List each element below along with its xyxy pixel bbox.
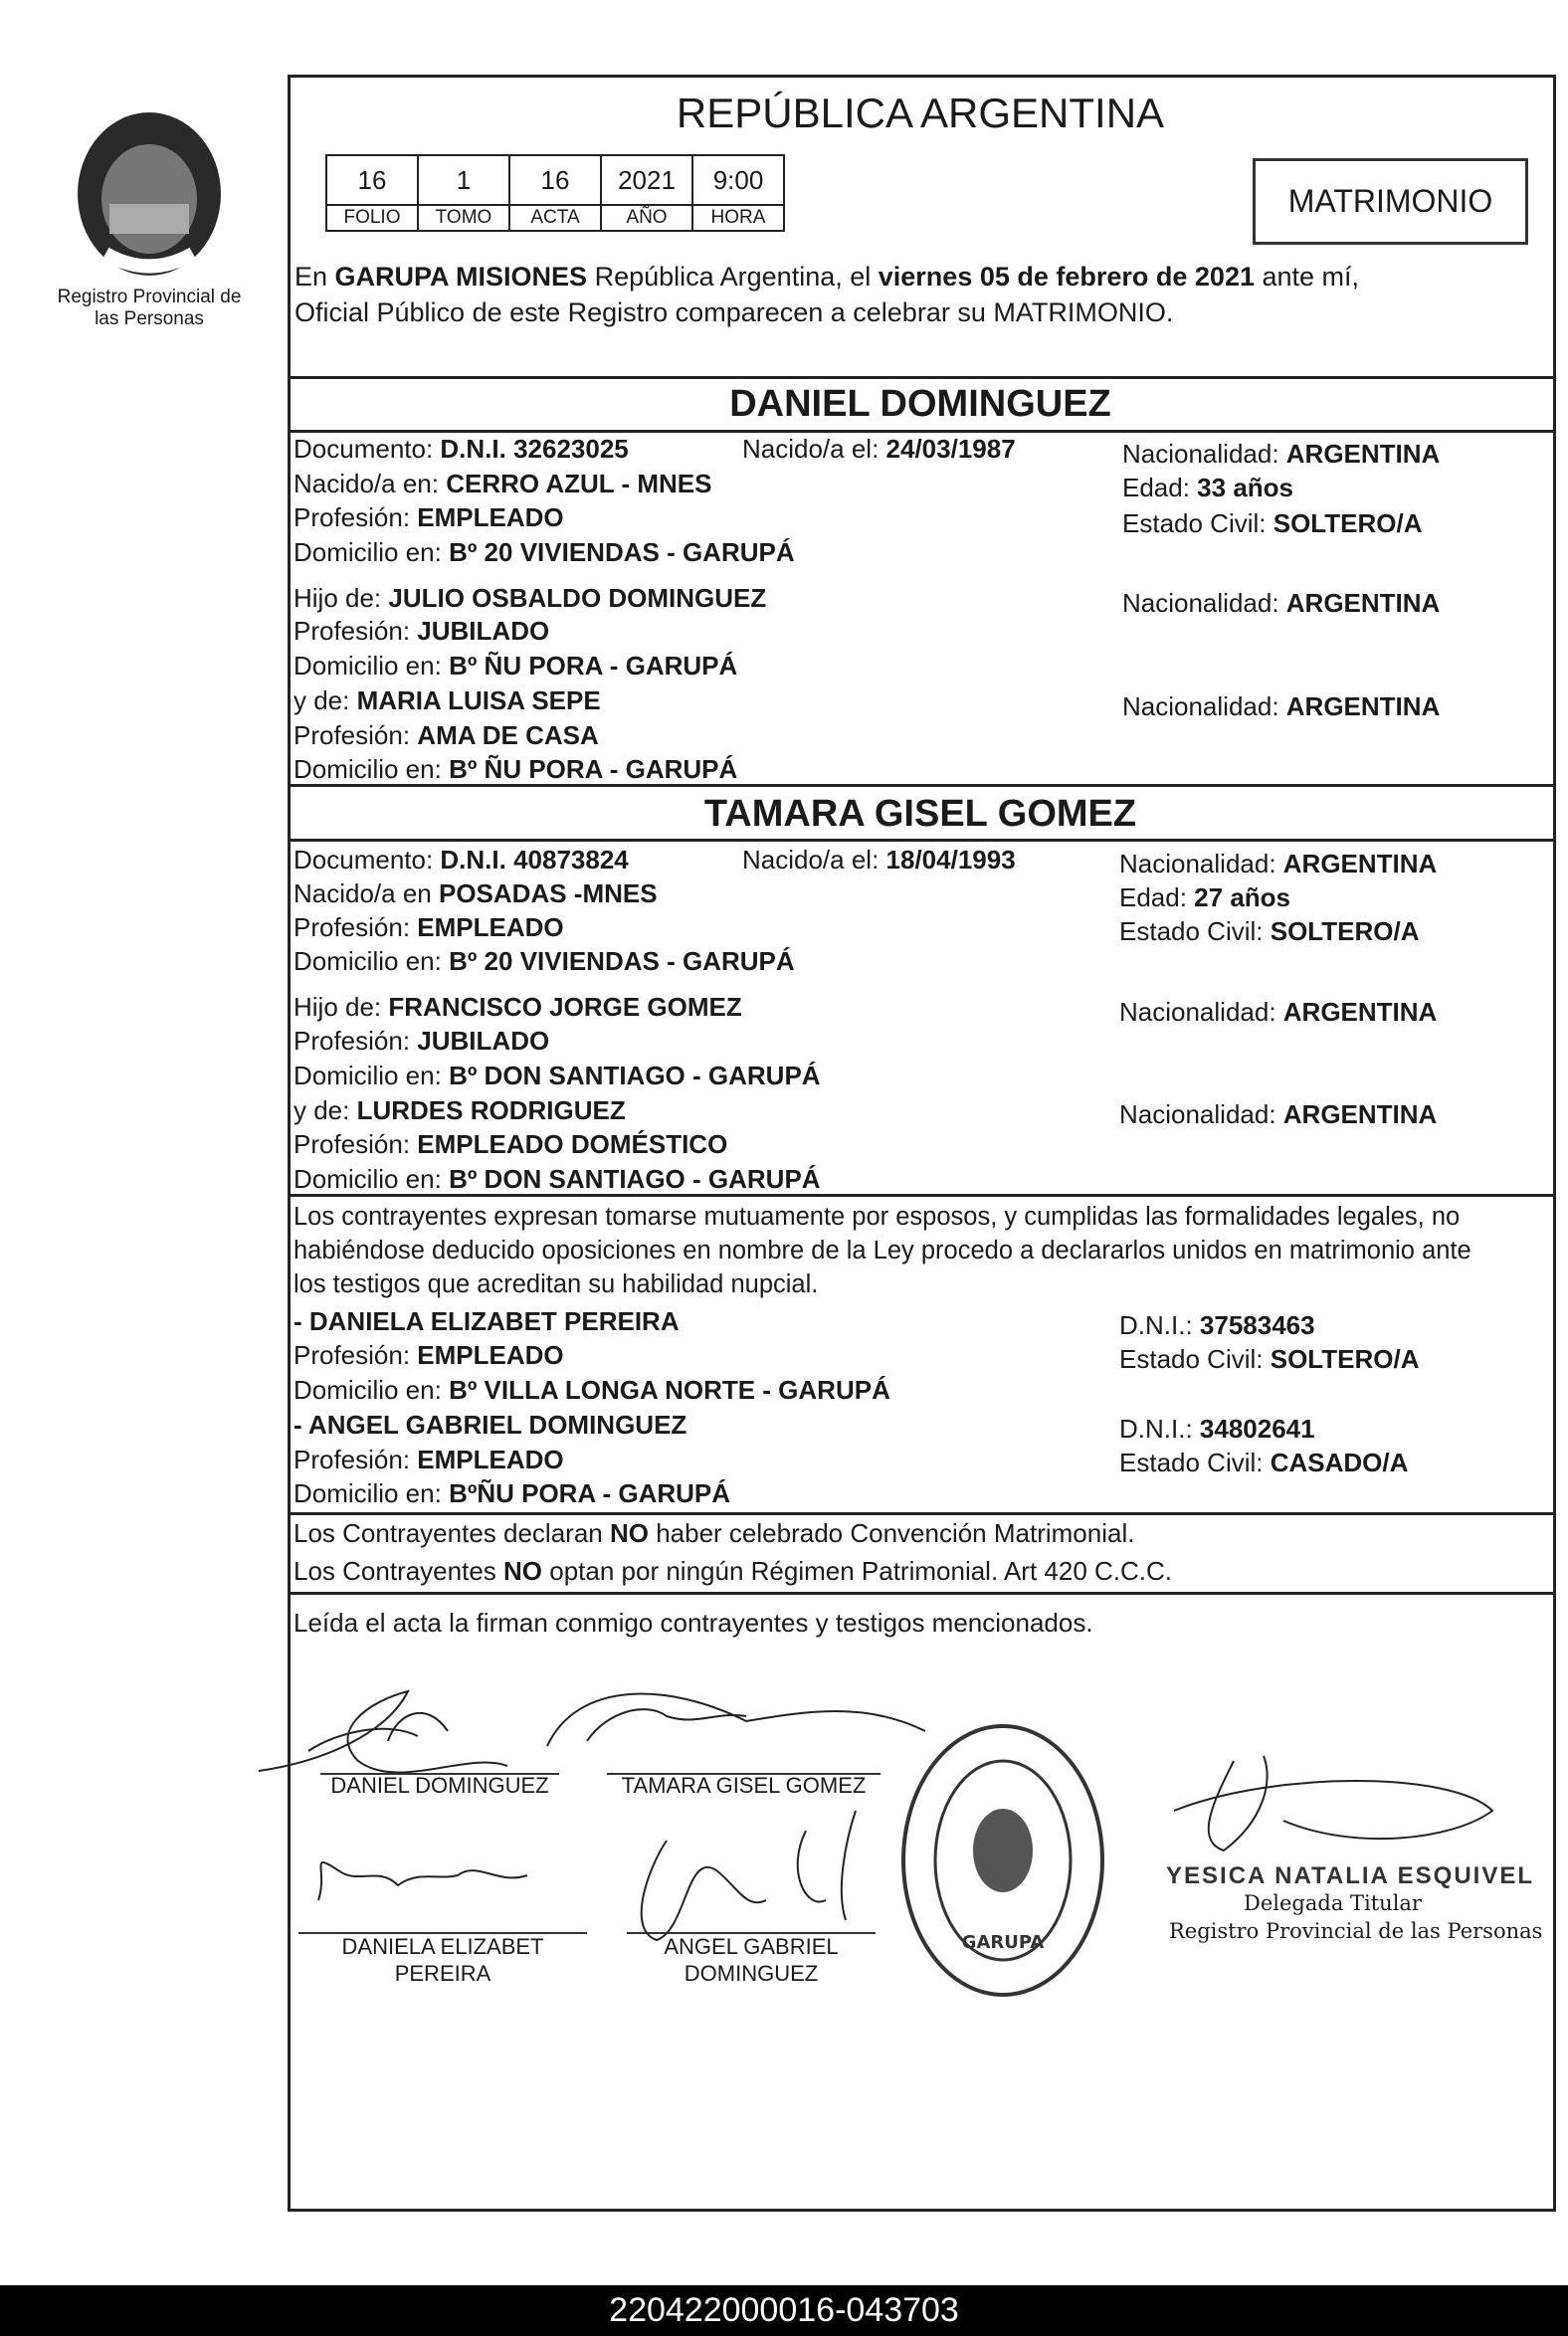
spouse1-nationality: Nacionalidad: ARGENTINA <box>1122 439 1441 469</box>
hora-label: HORA <box>692 205 784 231</box>
declaration-line-1: Los contrayentes expresan tomarse mutuamente por esposos, y cumplidas las formalidades legales, no <box>294 1203 1461 1231</box>
divider <box>288 1512 1553 1515</box>
witness1-civil: Estado Civil: SOLTERO/A <box>1119 1344 1420 1374</box>
officer-role: Delegada Titular <box>1244 1891 1422 1915</box>
tomo-label: TOMO <box>418 205 509 231</box>
spouse2-age: Edad: 27 años <box>1119 882 1290 912</box>
spouse1-civil: Estado Civil: SOLTERO/A <box>1122 508 1423 538</box>
tomo-value: 1 <box>418 155 509 205</box>
spouse1-mother-nat: Nacionalidad: ARGENTINA <box>1122 691 1441 721</box>
closing-text: Leída el acta la firman conmigo contrayentes y testigos mencionados. <box>294 1608 1093 1638</box>
spouse1-age: Edad: 33 años <box>1122 473 1293 502</box>
spouse1-doc: Documento: D.N.I. 32623025 <box>294 434 629 464</box>
spouse2-doc: Documento: D.N.I. 40873824 <box>294 845 629 875</box>
acta-value: 16 <box>509 155 601 205</box>
document-code: 220422000016-043703 <box>0 2285 1568 2336</box>
spouse1-father: Hijo de: JULIO OSBALDO DOMINGUEZ <box>294 583 767 613</box>
witness2-dni: D.N.I.: 34802641 <box>1119 1414 1315 1444</box>
spouse2-profession: Profesión: EMPLEADO <box>294 912 564 942</box>
spouse1-profession: Profesión: EMPLEADO <box>294 502 564 532</box>
spouse2-mother-prof: Profesión: EMPLEADO DOMÉSTICO <box>294 1129 728 1159</box>
spouse1-mother-prof: Profesión: AMA DE CASA <box>294 720 599 750</box>
svg-text:GARUPA: GARUPA <box>961 1932 1045 1953</box>
spouse1-born-in: Nacido/a en: CERRO AZUL - MNES <box>294 469 712 498</box>
folio-value: 16 <box>326 155 418 205</box>
officer-name: YESICA NATALIA ESQUIVEL <box>1166 1862 1535 1889</box>
page-title: REPÚBLICA ARGENTINA <box>676 90 1165 136</box>
divider <box>288 1592 1553 1595</box>
spouse1-name: DANIEL DOMINGUEZ <box>729 383 1111 425</box>
spouse1-born-on: Nacido/a el: 24/03/1987 <box>742 434 1016 464</box>
spouse2-mother-nat: Nacionalidad: ARGENTINA <box>1119 1099 1438 1129</box>
act-type-box: MATRIMONIO <box>1253 158 1528 245</box>
signature-label-spouse2: TAMARA GISEL GOMEZ <box>621 1773 867 1798</box>
signature-label-witness1: DANIELA ELIZABET PEREIRA <box>341 1934 544 1986</box>
hora-value: 9:00 <box>692 155 784 205</box>
witness1-profession: Profesión: EMPLEADO <box>294 1340 564 1370</box>
witness1-domicile: Domicilio en: Bº VILLA LONGA NORTE - GARUPÁ <box>294 1375 890 1405</box>
spouse1-father-nat: Nacionalidad: ARGENTINA <box>1122 588 1441 618</box>
spouse2-name: TAMARA GISEL GOMEZ <box>703 793 1137 835</box>
witness2-profession: Profesión: EMPLEADO <box>294 1445 564 1474</box>
spouse1-domicile: Domicilio en: Bº 20 VIVIENDAS - GARUPÁ <box>294 537 795 567</box>
registry-table <box>325 154 785 232</box>
officer-office: Registro Provincial de las Personas <box>1169 1919 1543 1943</box>
divider <box>288 839 1553 842</box>
provincial-seal <box>66 104 233 284</box>
spouse2-born-on: Nacido/a el: 18/04/1993 <box>742 845 1016 875</box>
witness2-domicile: Domicilio en: BºÑU PORA - GARUPÁ <box>294 1478 731 1508</box>
witness2-name: - ANGEL GABRIEL DOMINGUEZ <box>294 1410 687 1440</box>
spouse2-father-prof: Profesión: JUBILADO <box>294 1026 550 1056</box>
seal-label: Registro Provincial de las Personas <box>57 287 242 329</box>
spouse2-civil: Estado Civil: SOLTERO/A <box>1119 916 1420 946</box>
spouse2-nationality: Nacionalidad: ARGENTINA <box>1119 849 1438 878</box>
anio-value: 2021 <box>601 155 692 205</box>
spouse2-domicile: Domicilio en: Bº 20 VIVIENDAS - GARUPÁ <box>294 946 795 976</box>
intro-line-1: En GARUPA MISIONES República Argentina, el viernes 05 de febrero de 2021 ante mí, <box>294 262 1360 292</box>
spouse2-father: Hijo de: FRANCISCO JORGE GOMEZ <box>294 992 742 1022</box>
spouse1-mother-dom: Domicilio en: Bº ÑU PORA - GARUPÁ <box>294 754 738 784</box>
intro-line-2: Oficial Público de este Registro comparecen a celebrar su MATRIMONIO. <box>294 297 1174 327</box>
acta-label: ACTA <box>509 205 601 231</box>
signature-label-spouse1: DANIEL DOMINGUEZ <box>330 1773 549 1798</box>
spouse2-born-in: Nacido/a en POSADAS -MNES <box>294 878 658 908</box>
spouse2-mother: y de: LURDES RODRIGUEZ <box>294 1095 626 1125</box>
spouse2-mother-dom: Domicilio en: Bº DON SANTIAGO - GARUPÁ <box>294 1164 821 1194</box>
witness1-name: - DANIELA ELIZABET PEREIRA <box>294 1306 680 1336</box>
anio-label: AÑO <box>601 205 692 231</box>
divider <box>288 376 1553 379</box>
spouse2-father-dom: Domicilio en: Bº DON SANTIAGO - GARUPÁ <box>294 1061 821 1090</box>
witness2-civil: Estado Civil: CASADO/A <box>1119 1448 1409 1477</box>
spouse2-father-nat: Nacionalidad: ARGENTINA <box>1119 997 1438 1027</box>
folio-label: FOLIO <box>326 205 418 231</box>
declaration-line-2: habiéndose deducido oposiciones en nombre de la Ley procedo a declararlos unidos en matrimonio ante <box>294 1237 1471 1265</box>
spouse1-mother: y de: MARIA LUISA SEPE <box>294 685 601 715</box>
witness1-dni: D.N.I.: 37583463 <box>1119 1310 1315 1340</box>
officer-signature <box>1154 1751 1512 1870</box>
declaration-line-3: los testigos que acreditan su habilidad nupcial. <box>294 1270 819 1298</box>
convention-line-2: Los Contrayentes NO optan por ningún Régimen Patrimonial. Art 420 C.C.C. <box>294 1556 1173 1586</box>
spouse1-father-dom: Domicilio en: Bº ÑU PORA - GARUPÁ <box>294 651 738 681</box>
signature-label-witness2: ANGEL GABRIEL DOMINGUEZ <box>664 1934 839 1986</box>
handwritten-signatures <box>249 1671 945 1990</box>
convention-line-1: Los Contrayentes declaran NO haber celebrado Convención Matrimonial. <box>294 1518 1135 1548</box>
spouse1-father-prof: Profesión: JUBILADO <box>294 616 550 646</box>
official-stamp <box>898 1721 1107 2000</box>
